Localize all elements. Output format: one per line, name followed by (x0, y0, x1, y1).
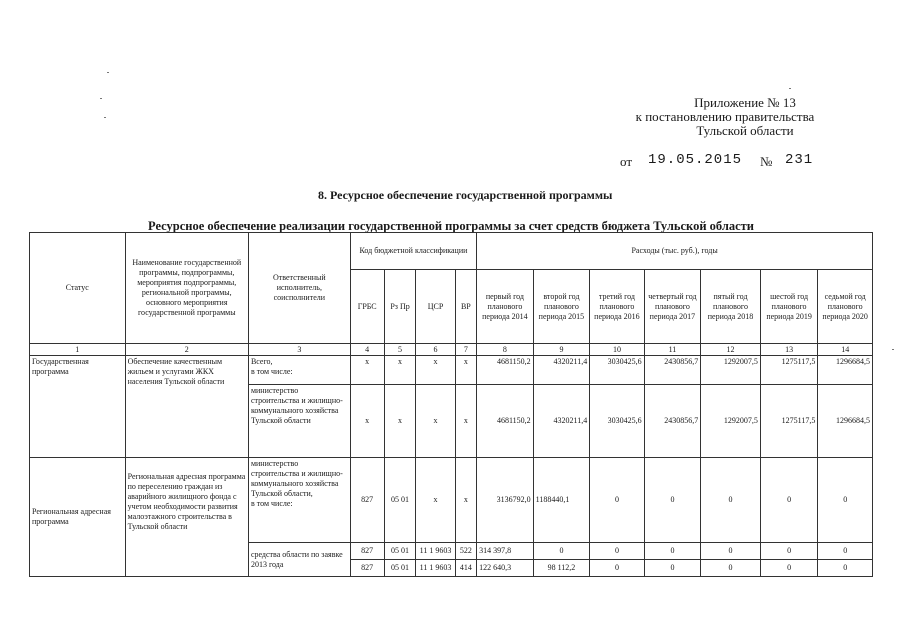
column-number: 3 (248, 344, 350, 356)
value-cell: 0 (644, 543, 701, 560)
header-year-5: пятый год планового периода 2018 (701, 270, 761, 344)
value-cell: 0 (760, 560, 818, 577)
column-number: 6 (416, 344, 455, 356)
rzpr-cell: 05 01 (384, 458, 416, 543)
header-year-2: второй год планового периода 2015 (533, 270, 590, 344)
value-cell: 1275117,5 (760, 356, 818, 385)
header-year-3: третий год планового периода 2016 (590, 270, 644, 344)
table-title: Ресурсное обеспечение реализации государственной программы за счет средств бюджета Тульской области (148, 219, 754, 233)
value-cell: 0 (818, 458, 873, 543)
value-cell: 2430856,7 (644, 385, 701, 458)
column-number: 4 (350, 344, 384, 356)
value-cell: 1275117,5 (760, 385, 818, 458)
column-number: 13 (760, 344, 818, 356)
vr-cell: 522 (455, 543, 477, 560)
annex-line-2: к постановлению правительства (635, 109, 815, 124)
value-cell: 1296684,5 (818, 356, 873, 385)
executor-cell: министерство строительства и жилищно-коммунального хозяйства Тульской области (248, 385, 350, 458)
grbs-cell: 827 (350, 560, 384, 577)
header-csr: ЦСР (416, 270, 455, 344)
executor-cell: министерство строительства и жилищно-коммунального хозяйства Тульской области, в том числе: (248, 458, 350, 543)
column-number: 12 (701, 344, 761, 356)
header-expenses: Расходы (тыс. руб.), годы (477, 233, 873, 270)
program-name-cell: Региональная адресная программа по переселению граждан из аварийного жилищного фонда с учетом необходимости развития малоэтажного строительства в Тульской области (125, 458, 248, 577)
csr-cell: х (416, 356, 455, 385)
value-cell: 1296684,5 (818, 385, 873, 458)
value-cell: 98 112,2 (533, 560, 590, 577)
value-cell: 2430856,7 (644, 356, 701, 385)
value-cell: 3030425,6 (590, 385, 644, 458)
header-year-4: четвертый год планового периода 2017 (644, 270, 701, 344)
column-number: 11 (644, 344, 701, 356)
scan-speck (107, 72, 109, 73)
header-executor: Ответственный исполнитель, соисполнители (248, 233, 350, 344)
vr-cell: 414 (455, 560, 477, 577)
grbs-cell: х (350, 385, 384, 458)
status-cell: Государственная программа (30, 356, 126, 458)
value-cell: 4681150,2 (477, 356, 534, 385)
annex-line-3: Тульской области (696, 123, 794, 138)
value-cell: 4681150,2 (477, 385, 534, 458)
value-cell: 0 (590, 560, 644, 577)
header-name: Наименование государственной программы, подпрограммы, мероприятия подпрограммы, региональной программы, основного мероприятия государственной программы (125, 233, 248, 344)
value-cell: 3030425,6 (590, 356, 644, 385)
value-cell: 0 (701, 458, 761, 543)
executor-cell: Всего, в том числе: (248, 356, 350, 385)
status-cell: Региональная адресная программа (30, 458, 126, 577)
column-number: 2 (125, 344, 248, 356)
annex-line-1: Приложение № 13 (694, 95, 796, 110)
value-cell: 0 (533, 543, 590, 560)
header-vr: ВР (455, 270, 477, 344)
value-cell: 0 (590, 458, 644, 543)
header-status: Статус (30, 233, 126, 344)
scan-speck (104, 117, 106, 118)
value-cell: 1292007,5 (701, 356, 761, 385)
column-number: 14 (818, 344, 873, 356)
column-number: 1 (30, 344, 126, 356)
vr-cell: х (455, 385, 477, 458)
scan-speck (100, 98, 102, 99)
csr-cell: х (416, 385, 455, 458)
number-label: № (760, 154, 773, 169)
value-cell: 3136792,0 (477, 458, 534, 543)
vr-cell: х (455, 458, 477, 543)
table-row (30, 356, 873, 385)
column-number: 10 (590, 344, 644, 356)
column-number: 5 (384, 344, 416, 356)
value-cell: 0 (644, 560, 701, 577)
column-number: 7 (455, 344, 477, 356)
header-grbs: ГРБС (350, 270, 384, 344)
value-cell: 0 (760, 458, 818, 543)
resource-table (29, 232, 873, 577)
header-budget-code: Код бюджетной классификации (350, 233, 476, 270)
csr-cell: 11 1 9603 (416, 560, 455, 577)
program-name-cell: Обеспечение качественным жильем и услугами ЖКХ населения Тульской области (125, 356, 248, 458)
scan-speck (892, 349, 894, 350)
csr-cell: 11 1 9603 (416, 543, 455, 560)
resolution-date: 19.05.2015 (648, 152, 743, 168)
rzpr-cell: х (384, 356, 416, 385)
grbs-cell: 827 (350, 458, 384, 543)
csr-cell: х (416, 458, 455, 543)
grbs-cell: 827 (350, 543, 384, 560)
value-cell: 4320211,4 (533, 356, 590, 385)
vr-cell: х (455, 356, 477, 385)
value-cell: 0 (760, 543, 818, 560)
value-cell: 1292007,5 (701, 385, 761, 458)
value-cell: 0 (590, 543, 644, 560)
table-row (30, 458, 873, 543)
grbs-cell: х (350, 356, 384, 385)
value-cell: 0 (701, 560, 761, 577)
column-number: 8 (477, 344, 534, 356)
from-label: от (620, 154, 633, 169)
value-cell: 0 (701, 543, 761, 560)
rzpr-cell: 05 01 (384, 560, 416, 577)
value-cell: 1188440,1 (533, 458, 590, 543)
header-year-1: первый год планового периода 2014 (477, 270, 534, 344)
section-title: 8. Ресурсное обеспечение государственной программы (318, 188, 613, 202)
header-year-6: шестой год планового периода 2019 (760, 270, 818, 344)
rzpr-cell: 05 01 (384, 543, 416, 560)
scan-speck (789, 88, 791, 89)
header-year-7: седьмой год планового периода 2020 (818, 270, 873, 344)
executor-cell: средства области по заявке 2013 года (248, 543, 350, 577)
resolution-number: 231 (785, 152, 814, 168)
value-cell: 0 (644, 458, 701, 543)
column-number-row (30, 344, 873, 356)
value-cell: 122 640,3 (477, 560, 534, 577)
rzpr-cell: х (384, 385, 416, 458)
value-cell: 0 (818, 560, 873, 577)
header-rzpr: Рз Пр (384, 270, 416, 344)
column-number: 9 (533, 344, 590, 356)
value-cell: 314 397,8 (477, 543, 534, 560)
value-cell: 0 (818, 543, 873, 560)
value-cell: 4320211,4 (533, 385, 590, 458)
